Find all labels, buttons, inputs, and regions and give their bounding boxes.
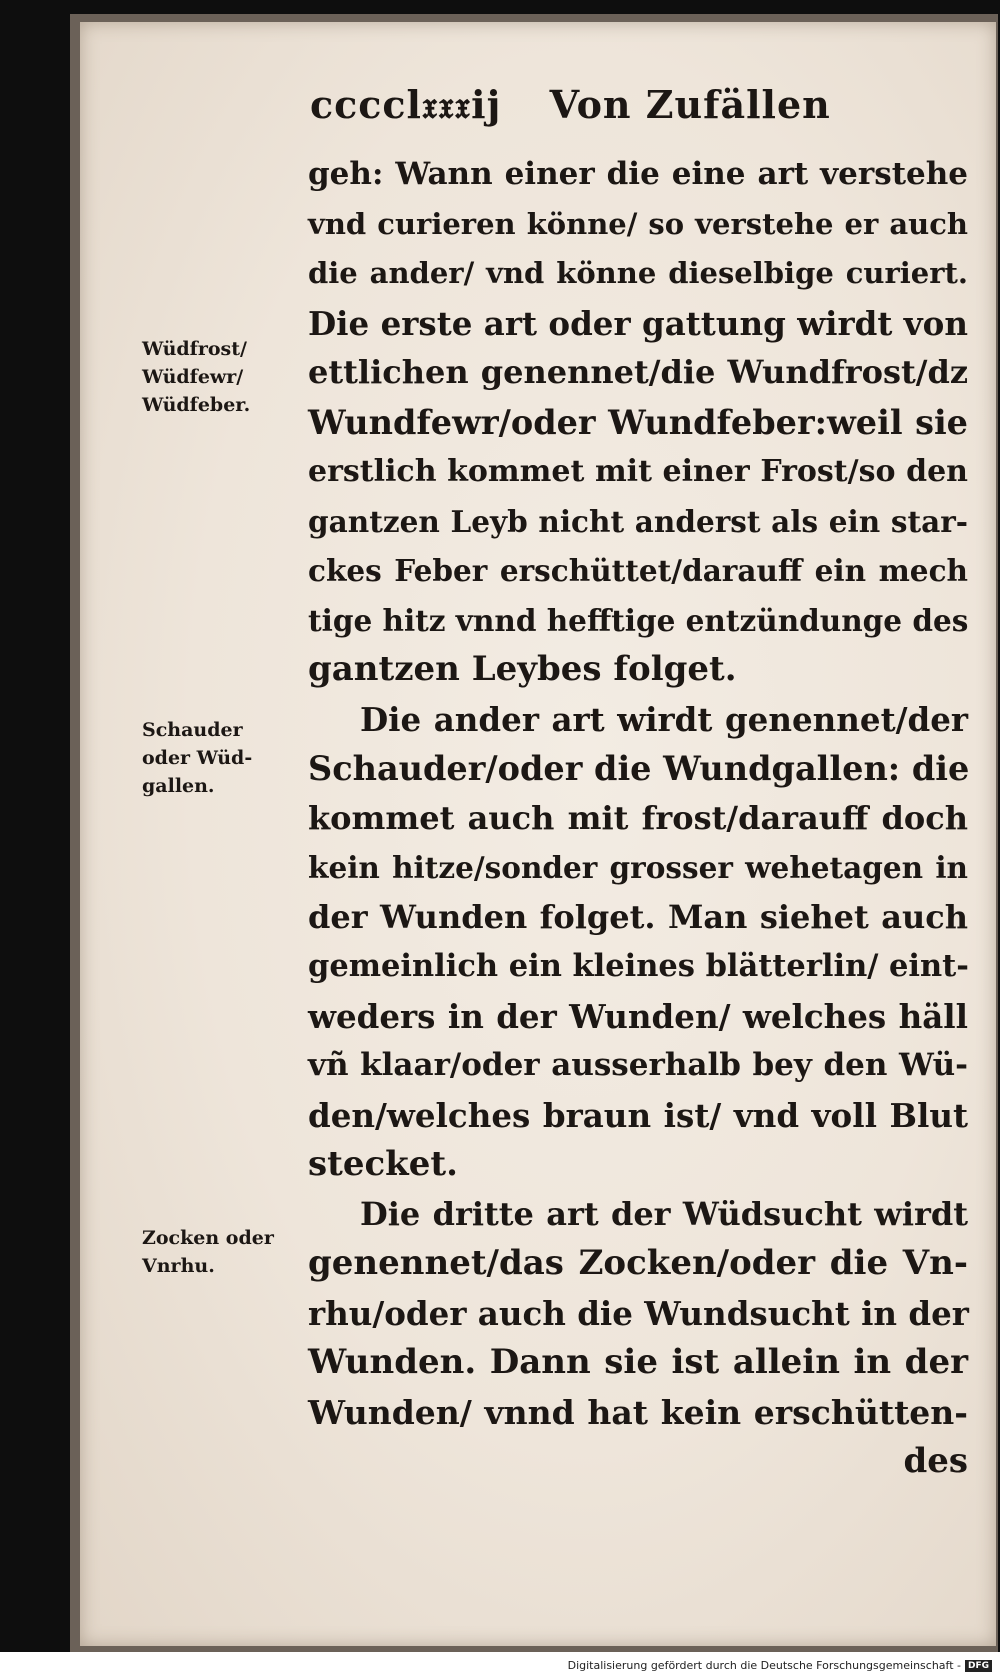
margin-note-line: Zocken oder [142,1227,274,1249]
margin-note-schauder [142,716,292,800]
text-line: geh: Wann einer die eine art verstehe [308,156,968,192]
book-page [80,22,996,1646]
text-line: gemeinlich ein kleines blätterlin/ eint- [308,948,969,984]
text-line: ettlichen genennet/die Wundfrost/dz [308,353,968,391]
text-line: tige hitz vnnd hefftige entzündunge des [308,602,969,638]
margin-note-line: oder Wüd- [142,747,253,769]
running-title: Von Zufällen [549,82,831,127]
margin-note-wundfrost [142,335,292,419]
catchword: des [903,1441,968,1481]
credit-text: Digitalisierung gefördert durch die Deutsche Forschungsgemeinschaft - [567,1659,961,1672]
text-line: Schauder/oder die Wundgallen: die [308,749,970,788]
page-header [310,82,831,128]
margin-note-line: Schauder [142,719,243,741]
text-line: genennet/das Zocken/oder die Vn- [308,1243,968,1283]
text-line: Die ander art wirdt genennet/der [360,699,968,739]
text-line: Wundfewr/oder Wundfeber:weil sie [308,402,968,442]
margin-note-line: gallen. [142,775,215,797]
dfg-logo: DFG [965,1660,992,1672]
text-line: Die erste art oder gattung wirdt von [308,303,968,343]
text-line: Wunden. Dann sie ist allein in der [308,1342,968,1382]
text-line: kommet auch mit frost/darauff doch [308,798,968,837]
digitization-credit [568,1659,992,1672]
margin-note-line: Wüdfewr/ [142,366,244,388]
text-line: gantzen Leyb nicht anderst als ein star- [308,503,968,539]
text-line: Die dritte art der Wüdsucht wirdt [360,1194,968,1233]
text-line: vñ klaar/oder ausserhalb bey den Wü- [308,1047,968,1083]
text-line: die ander/ vnd könne dieselbige curiert. [308,256,968,290]
margin-note-line: Wüdfeber. [142,394,251,416]
margin-note-line: Vnrhu. [142,1255,215,1277]
text-line: rhu/oder auch die Wundsucht in der [308,1293,969,1333]
text-line: kein hitze/sonder grosser wehetagen in [308,850,968,885]
margin-note-zocken [142,1224,292,1280]
folio-number: ccccl𝔵𝔵𝔵ij [310,82,502,127]
text-line: ckes Feber erschüttet/darauff ein mech [308,553,968,588]
text-line: den/welches braun ist/ vnd voll Blut [308,1095,968,1135]
text-line: vnd curieren könne/ so verstehe er auch [308,206,968,241]
text-line: erstlich kommet mit einer Frost/so den [308,454,968,489]
text-line: weders in der Wunden/ welches häll [308,996,968,1036]
body-text [308,150,968,1487]
text-line: der Wunden folget. Man siehet auch [308,897,968,936]
text-line: gantzen Leybes folget. [308,649,737,689]
text-line: Wunden/ vnnd hat kein erschütten- [308,1392,968,1432]
text-line: stecket. [308,1144,458,1184]
margin-note-line: Wüdfrost/ [142,338,247,360]
